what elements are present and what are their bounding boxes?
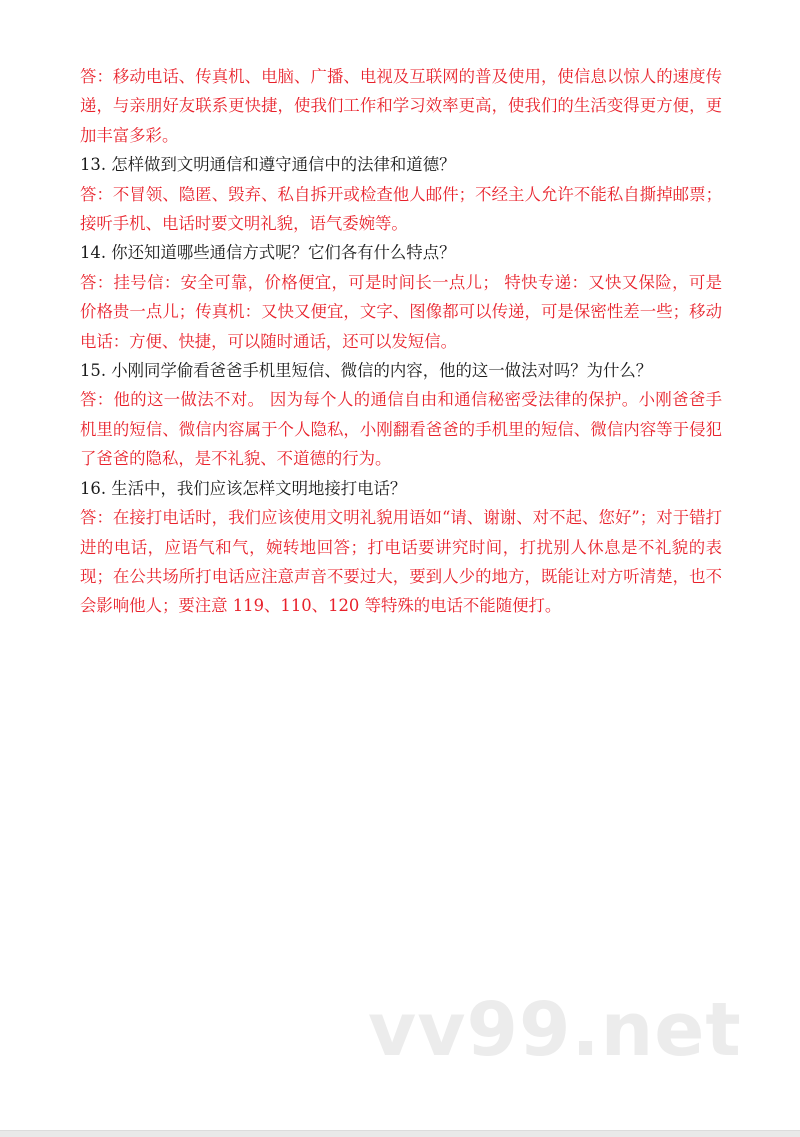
question-13: 13. 怎样做到文明通信和遵守通信中的法律和道德？ — [80, 155, 456, 175]
answer-14: 答：挂号信：安全可靠，价格便宜，可是时间长一点儿； 特快专递：又快又保险，可是价格贵一点儿；传真机：又快又便宜，文字、图像都可以传递，可是保密性差一些；移动电话：方便、快捷，可以随时通话，还可以发短信。 — [80, 272, 722, 351]
answer-16: 答：在接打电话时，我们应该使用文明礼貌用语如“请、谢谢、对不起、您好”；对于错打进的电话，应语气和气，婉转地回答；打电话要讲究时间，打扰别人休息是不礼貌的表现；在公共场所打电话应注意声音不要过大，要到人少的地方，既能让对方听清楚，也不会影响他人；要注意 119、110、120 等特殊的电话不能随便打。 — [80, 508, 722, 616]
answer-15: 答：他的这一做法不对。 因为每个人的通信自由和通信秘密受法律的保护。小刚爸爸手机里的短信、微信内容属于个人隐私，小刚翻看爸爸的手机里的短信、微信内容等于侵犯了爸爸的隐私，是不礼貌、不道德的行为。 — [80, 390, 722, 469]
answer-12: 答：移动电话、传真机、电脑、广播、电视及互联网的普及使用，使信息以惊人的速度传递，与亲朋好友联系更快捷，使我们工作和学习效率更高，使我们的生活变得更方便，更加丰富多彩。 — [80, 67, 722, 145]
watermark: vv99.net — [368, 987, 742, 1073]
question-15: 15. 小刚同学偷看爸爸手机里短信、微信的内容，他的这一做法对吗？为什么？ — [80, 361, 653, 381]
answer-13: 答：不冒领、隐匿、毁弃、私自拆开或检查他人邮件；不经主人允许不能私自撕掉邮票；接听手机、电话时要文明礼貌，语气委婉等。 — [80, 184, 722, 234]
document-body — [80, 62, 722, 621]
page-bottom-edge — [0, 1130, 800, 1137]
question-16: 16. 生活中，我们应该怎样文明地接打电话？ — [80, 478, 407, 498]
question-14: 14. 你还知道哪些通信方式呢？它们各有什么特点？ — [80, 243, 456, 263]
